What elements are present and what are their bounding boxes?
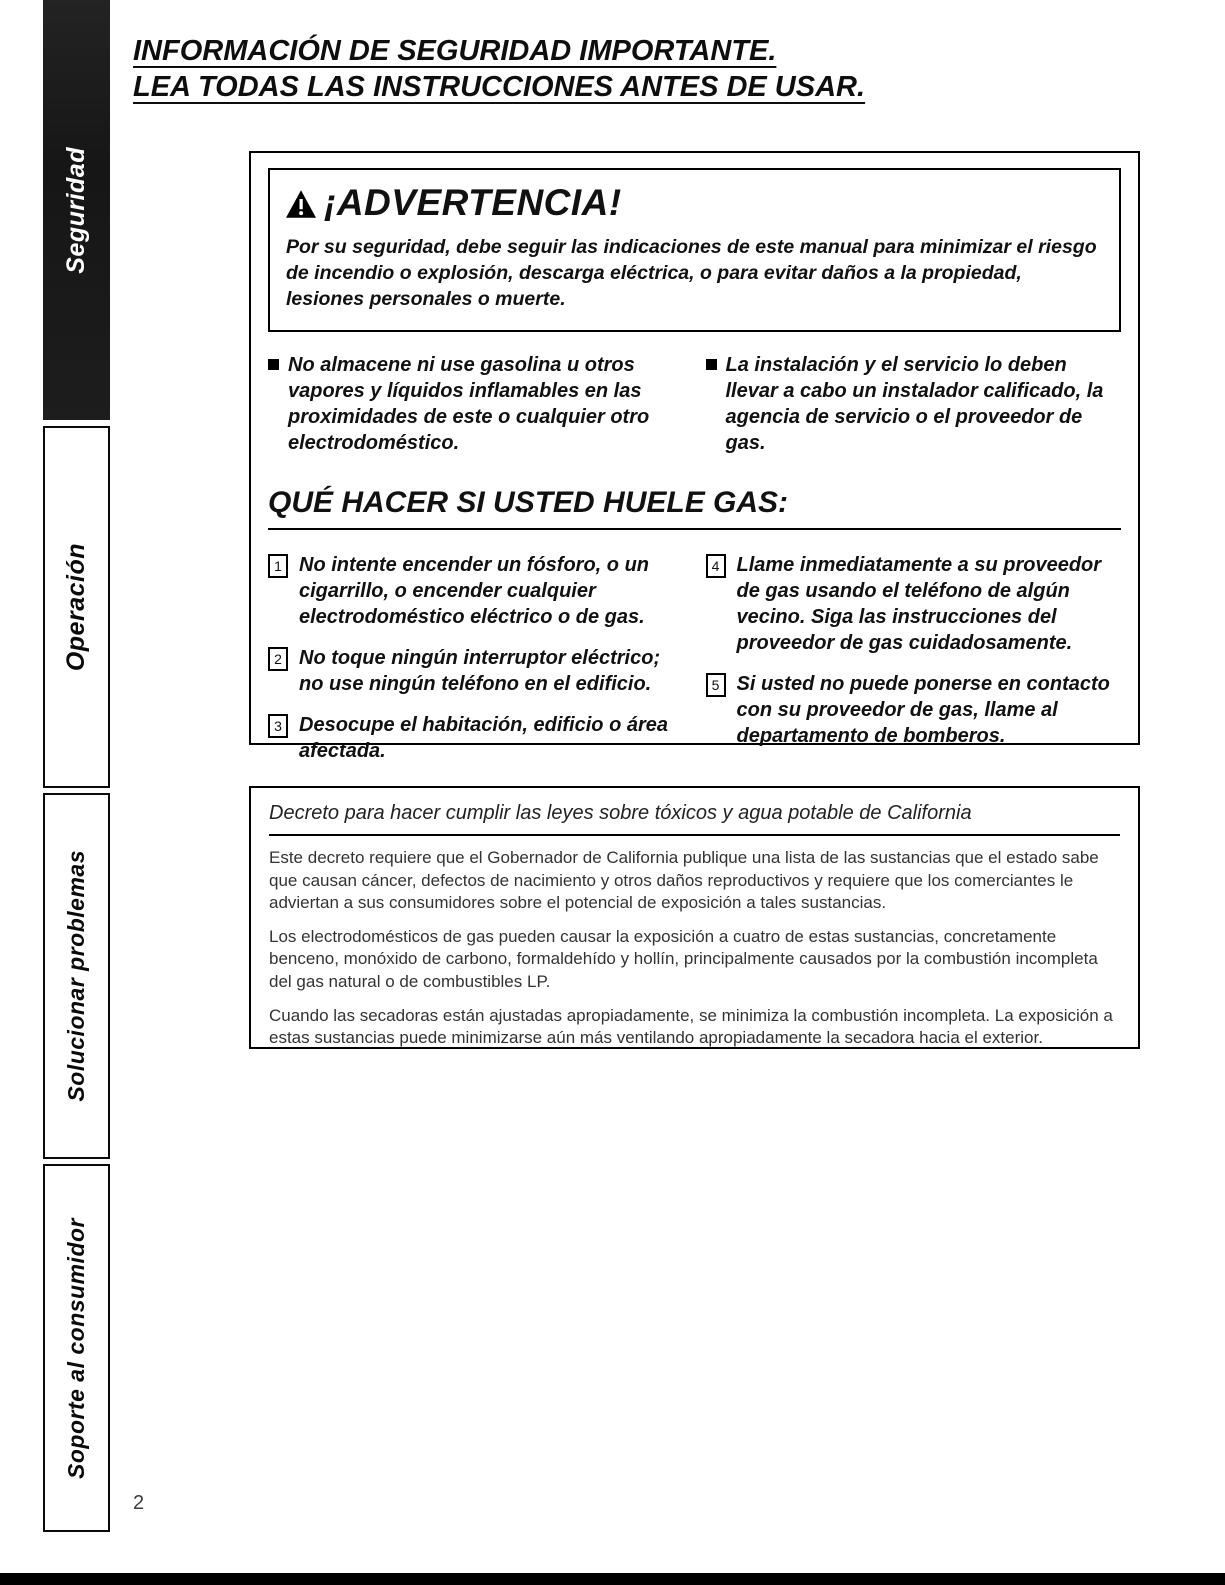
footer-bar bbox=[0, 1573, 1225, 1585]
sidebar-tab-label: Operación bbox=[62, 542, 90, 672]
sidebar-tab-soporte-al-consumidor bbox=[43, 1164, 110, 1532]
sidebar-tab-label: Solucionar problemas bbox=[63, 850, 89, 1102]
sidebar-tab-solucionar-problemas bbox=[43, 793, 110, 1159]
page-number: 2 bbox=[133, 1492, 145, 1514]
bullet-square-icon bbox=[706, 359, 717, 370]
advertencia-header-box bbox=[268, 168, 1121, 332]
page-title-line-2: LEA TODAS LAS INSTRUCCIONES ANTES DE USAR. bbox=[133, 70, 866, 103]
california-paragraph: Los electrodomésticos de gas pueden causar la exposición a cuatro de estas sustancias, concretamente benceno, monóxido de carbono, formaldehído y hollín, principalmente causados por la combustión incompleta del gas natural o de combustibles LP. bbox=[269, 926, 1098, 992]
gas-section-heading: QUÉ HACER SI USTED HUELE GAS: bbox=[268, 486, 1121, 530]
page-title bbox=[133, 34, 865, 106]
step-text: Desocupe el habitación, edificio o área afectada. bbox=[299, 714, 668, 763]
gas-steps bbox=[268, 552, 1121, 779]
step-item bbox=[268, 712, 684, 764]
california-paragraph: Este decreto requiere que el Gobernador de California publique una lista de las sustancias que el estado sabe que causan cáncer, defectos de nacimiento y otros daños reproductivos y requiere que los comerciantes le adviertan a sus consumidores sobre el potencial de exposición a tales sustancias. bbox=[269, 848, 1099, 913]
step-text: No intente encender un fósforo, o un cigarrillo, o encender cualquier electrodoméstico eléctrico o de gas. bbox=[299, 554, 649, 629]
bullet-item bbox=[268, 352, 684, 456]
bullet-square-icon bbox=[268, 359, 279, 370]
gas-steps-column-right bbox=[706, 552, 1122, 779]
warning-bullet-list bbox=[268, 352, 1121, 456]
step-number: 4 bbox=[706, 554, 726, 578]
bullet-text: No almacene ni use gasolina u otros vapores y líquidos inflamables en las proximidades de este o cualquier otro electrodoméstico. bbox=[288, 354, 650, 455]
step-item bbox=[268, 552, 684, 630]
step-text: No toque ningún interruptor eléctrico; no use ningún teléfono en el edificio. bbox=[299, 647, 661, 696]
warning-box bbox=[249, 151, 1140, 763]
sidebar-tab-label: Soporte al consumidor bbox=[63, 1217, 89, 1479]
california-heading: Decreto para hacer cumplir las leyes sobre tóxicos y agua potable de California bbox=[269, 802, 1120, 836]
advertencia-title: ¡ADVERTENCIA! bbox=[324, 182, 622, 223]
bullet-item bbox=[706, 352, 1122, 456]
california-notice-box bbox=[249, 786, 1140, 1049]
sidebar-tab-label: Seguridad bbox=[62, 146, 90, 274]
step-text: Si usted no puede ponerse en contacto con su proveedor de gas, llame al departamento de bomberos. bbox=[736, 673, 1110, 748]
step-item bbox=[706, 671, 1122, 749]
gas-steps-column-left bbox=[268, 552, 684, 779]
page-title-line-1: INFORMACIÓN DE SEGURIDAD IMPORTANTE. bbox=[133, 35, 777, 67]
step-text: Llame inmediatamente a su proveedor de gas usando el teléfono de algún vecino. Siga las instrucciones del proveedor de gas cuidadosamente. bbox=[736, 554, 1102, 655]
step-number: 5 bbox=[706, 673, 726, 697]
step-item bbox=[268, 645, 684, 697]
bullet-text: La instalación y el servicio lo deben llevar a cabo un instalador calificado, la agencia de servicio o el proveedor de gas. bbox=[725, 354, 1104, 455]
step-number: 2 bbox=[268, 647, 288, 671]
step-number: 1 bbox=[268, 554, 288, 578]
warning-intro: Por su seguridad, debe seguir las indicaciones de este manual para minimizar el riesgo de incendio o explosión, descarga eléctrica, o para evitar daños a la propiedad, lesiones personales o muerte. bbox=[286, 236, 1097, 311]
warning-triangle-icon bbox=[286, 190, 316, 218]
california-paragraph: Cuando las secadoras están ajustadas apropiadamente, se minimiza la combustión incompleta. La exposición a estas sustancias puede minimizarse aún más ventilando apropiadamente la secadora hacia el exterior. bbox=[269, 1005, 1113, 1048]
sidebar-tab-seguridad bbox=[43, 0, 110, 420]
step-number: 3 bbox=[268, 714, 288, 738]
sidebar-tab-operacion bbox=[43, 426, 110, 788]
step-item bbox=[706, 552, 1122, 656]
